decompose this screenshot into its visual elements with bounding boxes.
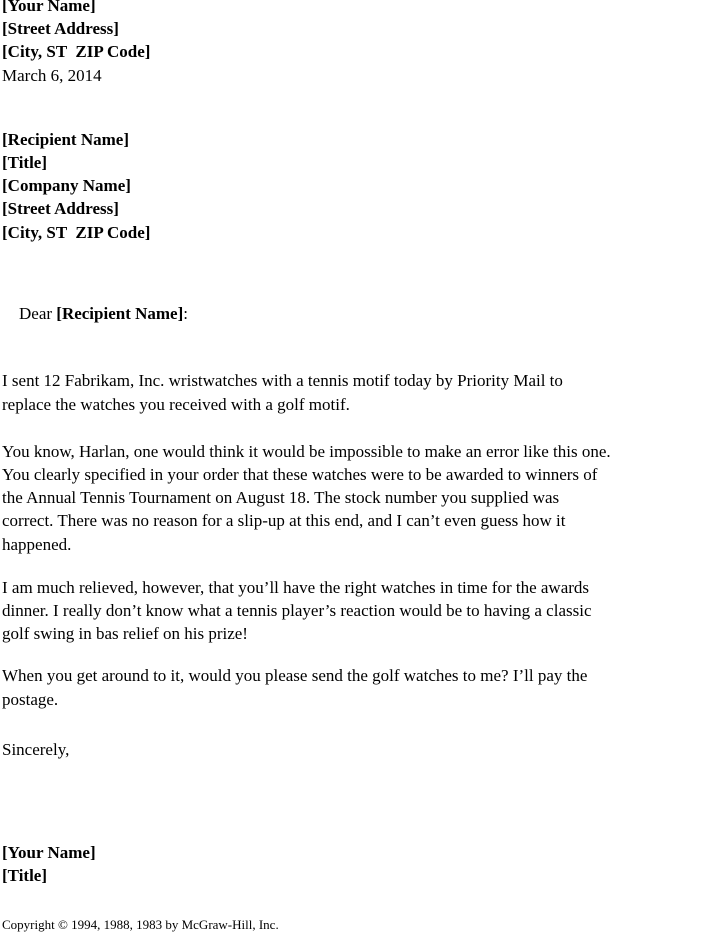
paragraph-line: the Annual Tennis Tournament on August 18. The stock number you supplied was [2,488,560,508]
copyright-notice: Copyright © 1994, 1988, 1983 by McGraw-Hill, Inc. [2,917,279,933]
body-paragraph-4 [2,664,724,710]
paragraph-line: You know, Harlan, one would think it would be impossible to make an error like this one. [2,441,611,461]
sender-street-placeholder: [Street Address] [2,19,119,39]
paragraph-line: dinner. I really don’t know what a tennis player’s reaction would be to having a classic [2,601,592,621]
sender-city-placeholder: [City, ST ZIP Code] [2,42,151,62]
salutation-recipient-placeholder: [Recipient Name] [56,304,184,324]
recipient-address-block [2,128,724,244]
sender-address-block [2,0,724,87]
signature-title-placeholder: [Title] [2,866,48,886]
paragraph-line: correct. There was no reason for a slip-up at this end, and I can’t even guess how it [2,511,566,531]
sender-name-placeholder: [Your Name] [2,0,96,15]
paragraph-line: postage. [2,689,59,709]
salutation-prefix: Dear [19,304,57,324]
paragraph-line: replace the watches you received with a golf motif. [2,394,350,414]
recipient-name-placeholder: [Recipient Name] [2,129,129,149]
signature-block [2,841,724,887]
paragraph-line: I am much relieved, however, that you’ll have the right watches in time for the awards [2,577,590,597]
signature-name-placeholder: [Your Name] [2,843,96,863]
paragraph-line: I sent 12 Fabrikam, Inc. wristwatches with a tennis motif today by Priority Mail to [2,371,563,391]
paragraph-line: golf swing in bas relief on his prize! [2,624,248,644]
recipient-street-placeholder: [Street Address] [2,199,119,219]
body-paragraph-2 [2,440,724,556]
letter-date: March 6, 2014 [2,65,102,85]
paragraph-line: You clearly specified in your order that these watches were to be awarded to winners of [2,465,598,485]
salutation-line [2,279,724,349]
body-paragraph-3 [2,576,724,646]
recipient-company-placeholder: [Company Name] [2,176,131,196]
recipient-title-placeholder: [Title] [2,153,48,173]
recipient-city-placeholder: [City, ST ZIP Code] [2,222,151,242]
body-paragraph-1 [2,369,724,415]
paragraph-line: When you get around to it, would you please send the golf watches to me? I’ll pay the [2,666,588,686]
salutation-suffix: : [183,304,189,324]
paragraph-line: happened. [2,534,72,554]
closing-line: Sincerely, [2,739,70,759]
